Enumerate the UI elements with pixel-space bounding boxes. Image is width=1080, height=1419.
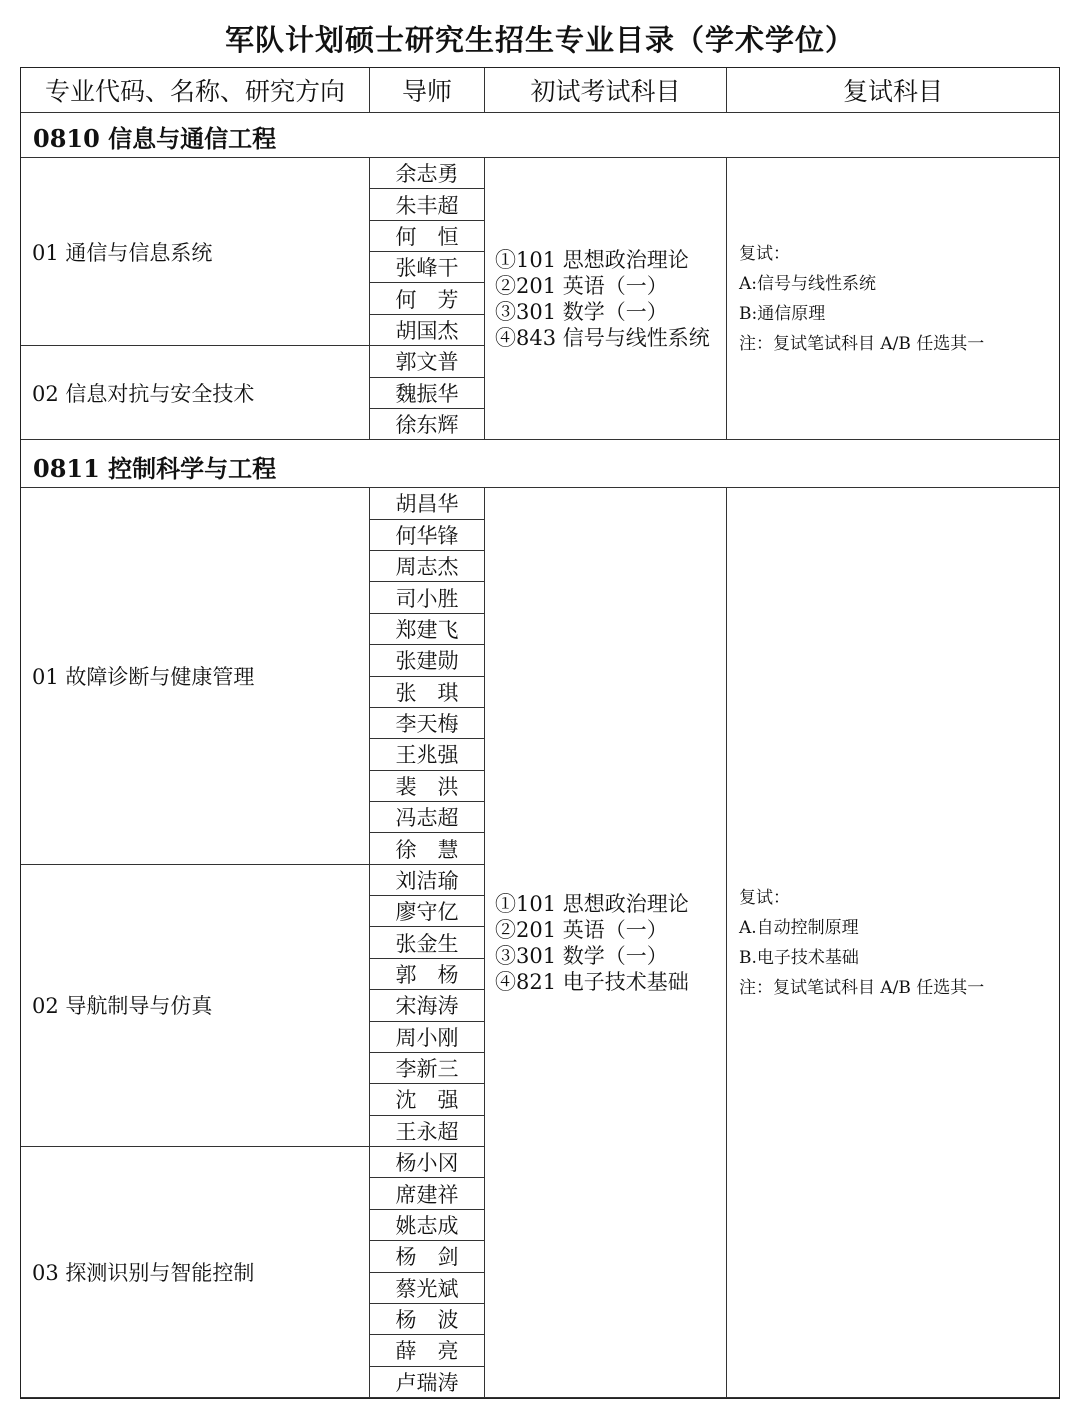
exam-subject: ②201 英语（一）	[495, 917, 668, 942]
major-name: 01 故障诊断与健康管理	[21, 488, 370, 864]
advisor-name: 郭文普	[370, 346, 485, 377]
advisor-name: 蔡光斌	[370, 1273, 485, 1304]
column-header: 初试考试科目	[485, 68, 727, 113]
advisor-name: 张金生	[370, 927, 485, 958]
advisor-name: 王兆强	[370, 739, 485, 770]
column-header: 导师	[370, 68, 485, 113]
major-name: 01 通信与信息系统	[21, 158, 370, 346]
retest-subjects	[727, 488, 1059, 1398]
advisor-name: 胡国杰	[370, 315, 485, 346]
section-title: 0811 控制科学与工程	[21, 440, 1059, 488]
advisor-name: 何 恒	[370, 221, 485, 252]
advisor-name: 何 芳	[370, 283, 485, 314]
exam-subjects	[485, 158, 727, 440]
retest-line: B.电子技术基础	[739, 947, 859, 968]
major-name: 03 探测识别与智能控制	[21, 1147, 370, 1398]
advisor-name: 宋海涛	[370, 990, 485, 1021]
advisor-name: 郭 杨	[370, 959, 485, 990]
advisor-name: 徐东辉	[370, 409, 485, 440]
advisor-name: 杨小冈	[370, 1147, 485, 1178]
advisor-name: 杨 波	[370, 1304, 485, 1335]
retest-line: A.自动控制原理	[739, 917, 859, 938]
advisor-name: 杨 剑	[370, 1241, 485, 1272]
advisor-name: 张 琪	[370, 677, 485, 708]
retest-subjects	[727, 158, 1059, 440]
advisor-name: 沈 强	[370, 1084, 485, 1115]
advisor-name: 席建祥	[370, 1178, 485, 1209]
advisor-name: 裴 洪	[370, 771, 485, 802]
catalog-table	[20, 67, 1060, 1399]
advisor-name: 冯志超	[370, 802, 485, 833]
advisor-name: 张建勋	[370, 645, 485, 676]
exam-subject: ②201 英语（一）	[495, 273, 668, 298]
retest-line: 注：复试笔试科目 A/B 任选其一	[739, 977, 985, 998]
column-header: 专业代码、名称、研究方向	[21, 68, 370, 113]
advisor-name: 李新三	[370, 1053, 485, 1084]
advisor-name: 朱丰超	[370, 189, 485, 220]
exam-subject: ①101 思想政治理论	[495, 247, 689, 272]
page-title: 军队计划硕士研究生招生专业目录（学术学位）	[224, 23, 855, 57]
advisor-name: 胡昌华	[370, 488, 485, 519]
exam-subject: ④821 电子技术基础	[495, 969, 689, 994]
section-title: 0810 信息与通信工程	[21, 113, 1059, 158]
retest-line: B:通信原理	[739, 303, 826, 324]
advisor-name: 王永超	[370, 1116, 485, 1147]
exam-subject: ④843 信号与线性系统	[495, 325, 710, 350]
advisor-name: 何华锋	[370, 520, 485, 551]
advisor-name: 薛 亮	[370, 1335, 485, 1366]
advisor-name: 姚志成	[370, 1210, 485, 1241]
retest-line: 复试：	[739, 887, 790, 908]
advisor-name: 郑建飞	[370, 614, 485, 645]
advisor-name: 刘洁瑜	[370, 865, 485, 896]
advisor-name: 周志杰	[370, 551, 485, 582]
advisor-name: 魏振华	[370, 378, 485, 409]
advisor-name: 司小胜	[370, 582, 485, 613]
exam-subject: ③301 数学（一）	[495, 299, 668, 324]
exam-subject: ①101 思想政治理论	[495, 891, 689, 916]
exam-subjects	[485, 488, 727, 1398]
advisor-name: 余志勇	[370, 158, 485, 189]
major-name: 02 导航制导与仿真	[21, 865, 370, 1147]
advisor-name: 周小刚	[370, 1022, 485, 1053]
advisor-name: 卢瑞涛	[370, 1367, 485, 1398]
retest-line: 注：复试笔试科目 A/B 任选其一	[739, 333, 985, 354]
advisor-name: 李天梅	[370, 708, 485, 739]
column-header: 复试科目	[727, 68, 1059, 113]
retest-line: 复试：	[739, 243, 790, 264]
advisor-name: 徐 慧	[370, 833, 485, 864]
advisor-name: 廖守亿	[370, 896, 485, 927]
major-name: 02 信息对抗与安全技术	[21, 346, 370, 440]
retest-line: A:信号与线性系统	[739, 273, 877, 294]
advisor-name: 张峰干	[370, 252, 485, 283]
exam-subject: ③301 数学（一）	[495, 943, 668, 968]
